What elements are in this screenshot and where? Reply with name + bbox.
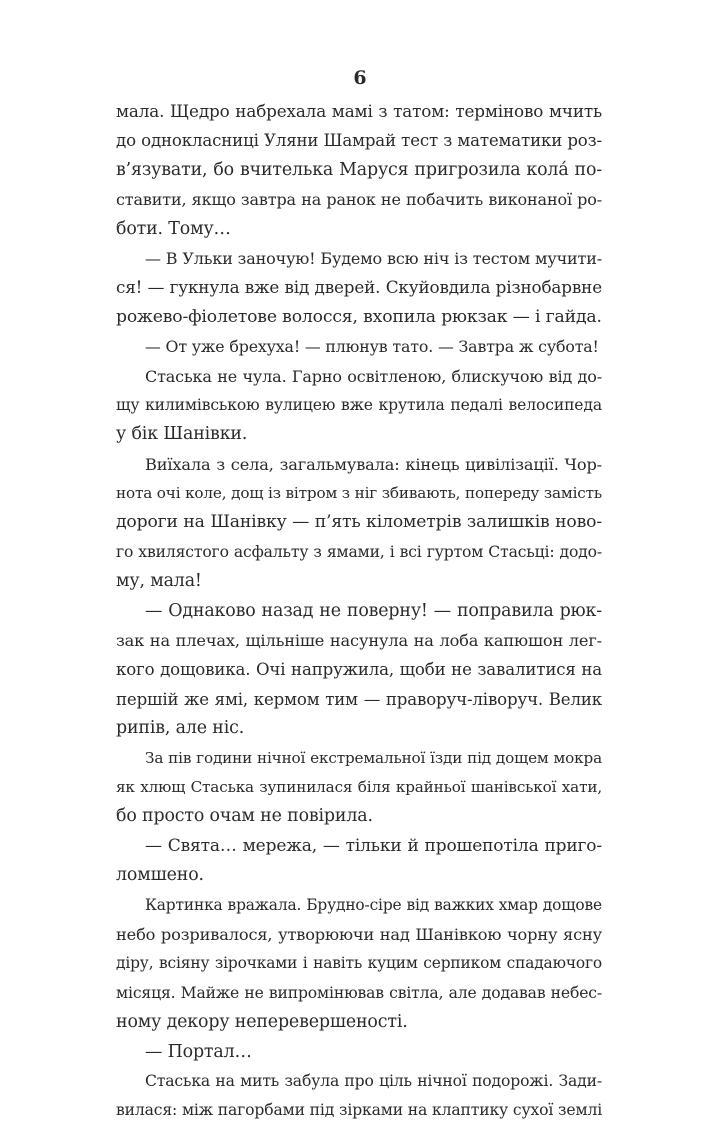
- text-line: ному декору неперевершеності.: [116, 1012, 408, 1033]
- text-line: За пів години нічної екстремальної їзди під дощем мокра: [145, 748, 602, 767]
- text-line: небо розривалося, утворюючи над Шанівкою чорну ясну: [116, 924, 602, 944]
- text-line: Стаська на мить забула про ціль нічної подорожі. Зади-: [145, 1071, 602, 1090]
- page-number: 6: [353, 67, 367, 89]
- text-line: му, мала!: [116, 571, 202, 592]
- text-line: діру, всіяну зірочками і навіть куцим серпиком спадаючого: [116, 954, 602, 973]
- text-line: місяця. Майже не випромінював світла, але додавав небес-: [116, 983, 602, 1002]
- text-line: нота очі коле, дощ із вітром з ніг збивають, попереду замість: [116, 484, 602, 503]
- text-line: боти. Тому…: [116, 218, 231, 239]
- text-line: рожево-фіолетове волосся, вхопила рюкзак — і гайда.: [116, 306, 602, 327]
- text-line: у бік Шанівки.: [116, 424, 248, 445]
- text-line: — Однаково назад не поверну! — поправила рюк-: [145, 600, 602, 621]
- text-line: рипів, але ніс.: [116, 718, 245, 739]
- text-line: в’язувати, бо вчителька Маруся пригрозила кола́ по-: [116, 159, 602, 180]
- text-line: Картинка вражала. Брудно-сіре від важких хмар дощове: [145, 895, 602, 914]
- text-line: Стаська не чула. Гарно освітленою, блискучою від до-: [145, 366, 602, 386]
- text-line: — Свята… мережа, — тільки й прошепотіла приго-: [145, 835, 602, 856]
- text-line: вилася: між пагорбами під зірками на клаптику сухої землі: [116, 1101, 603, 1120]
- text-line: першій же ямі, кермом тим — праворуч-ліворуч. Велик: [116, 689, 602, 709]
- text-line: — В Ульки заночую! Будемо всю ніч із тестом мучити-: [145, 248, 602, 268]
- text-line: ся! — гукнула вже від дверей. Скуйовдила різнобарвне: [116, 277, 602, 298]
- text-line: — От уже брехуха! — плюнув тато. — Завтра ж субота!: [145, 337, 599, 357]
- text-line: дороги на Шанівку — п’ять кілометрів залишків ново-: [116, 512, 602, 533]
- text-line: Виїхала з села, загальмувала: кінець цивілізації. Чор-: [145, 454, 602, 474]
- text-line: зак на плечах, щільніше насунула на лоба капюшон лег-: [116, 631, 602, 651]
- text-line: кого дощовика. Очі напружила, щоби не завалитися на: [116, 660, 602, 680]
- text-line: го хвилястого асфальту з ямами, і всі гуртом Стасьці: додо-: [116, 542, 602, 561]
- text-line: ломшено.: [116, 865, 204, 886]
- text-line: — Портал…: [145, 1041, 252, 1062]
- text-line: ставити, якщо завтра на ранок не побачить виконаної ро-: [116, 190, 602, 210]
- text-line: мала. Щедро набрехала мамі з татом: терміново мчить: [116, 101, 602, 121]
- text-line: як хлющ Стаська зупинилася біля крайньої шанівської хати,: [116, 777, 602, 796]
- text-line: до однокласниці Уляни Шамрай тест з математики роз-: [116, 131, 602, 151]
- text-line: щу килимівською вулицею вже крутила педалі велосипеда: [116, 395, 602, 414]
- body-text: [116, 97, 602, 1126]
- text-line: бо просто очам не повірила.: [116, 806, 373, 827]
